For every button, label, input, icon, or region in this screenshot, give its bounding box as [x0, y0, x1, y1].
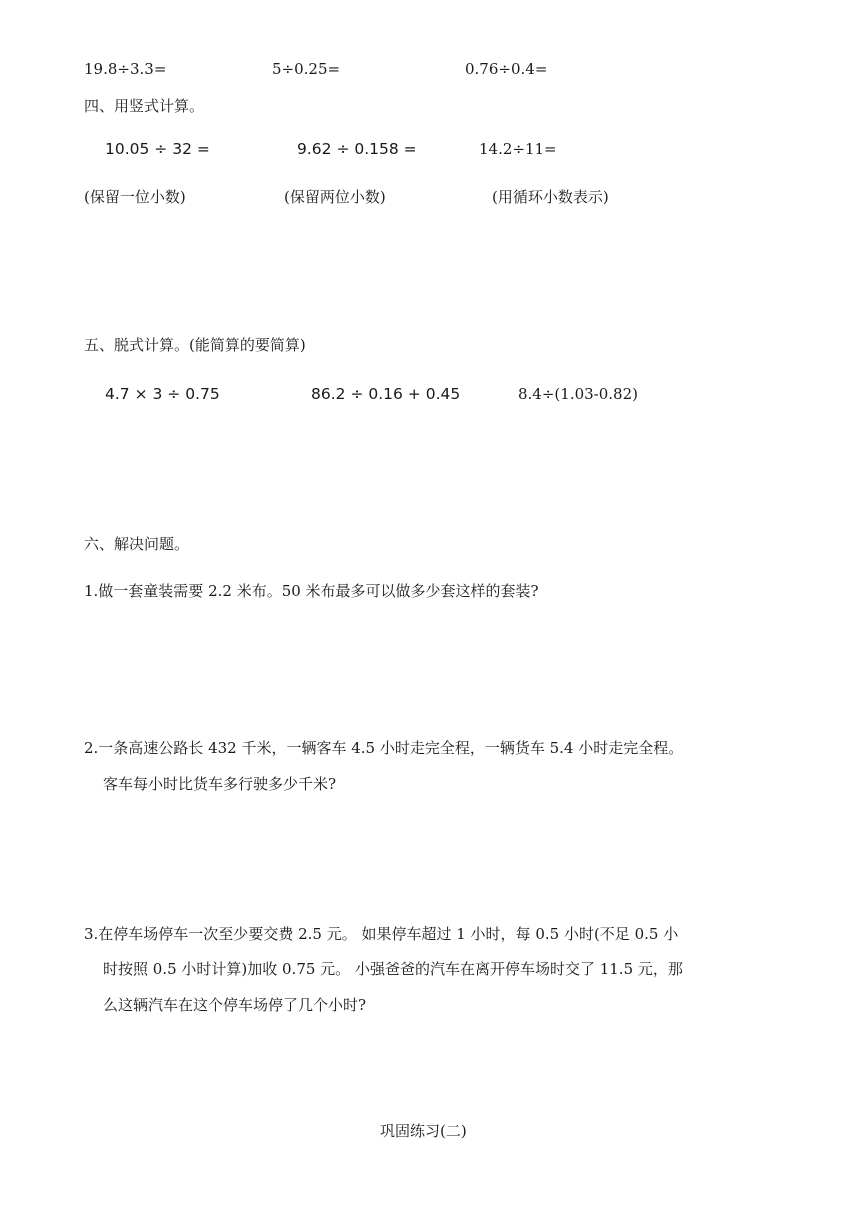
note-one-decimal: (保留一位小数) [84, 188, 186, 206]
section-4-heading: 四、用竖式计算。 [84, 97, 205, 115]
word-problem-1: 1.做一套童装需要 2.2 米布。50 米布最多可以做多少套这样的套装? [84, 582, 539, 600]
problem-0-76-div-0-4: 0.76÷0.4= [465, 60, 548, 78]
vertical-problem-1: 10.05 ÷ 32 = [105, 140, 210, 158]
word-problem-3-line-2: 时按照 0.5 小时计算)加收 0.75 元。 小强爸爸的汽车在离开停车场时交了 11.5 元，那 [103, 960, 683, 978]
footer-title: 巩固练习(二) [380, 1122, 467, 1140]
section-5-heading: 五、脱式计算。(能简算的要简算) [84, 336, 306, 354]
problem-19-8-div-3-3: 19.8÷3.3= [84, 60, 167, 78]
word-problem-2-line-2: 客车每小时比货车多行驶多少千米? [103, 775, 337, 793]
vertical-problem-2: 9.62 ÷ 0.158 = [297, 140, 417, 158]
word-problem-2-line-1: 2.一条高速公路长 432 千米，一辆客车 4.5 小时走完全程，一辆货车 5.4 小时走完全程。 [84, 739, 684, 757]
vertical-problem-3: 14.2÷11= [479, 140, 557, 158]
note-repeating-decimal: (用循环小数表示) [492, 188, 609, 206]
step-problem-2: 86.2 ÷ 0.16 + 0.45 [311, 385, 461, 403]
step-problem-3: 8.4÷(1.03-0.82) [518, 385, 638, 403]
word-problem-3-line-3: 么这辆汽车在这个停车场停了几个小时? [103, 996, 367, 1014]
step-problem-1: 4.7 × 3 ÷ 0.75 [105, 385, 220, 403]
note-two-decimals: (保留两位小数) [284, 188, 386, 206]
section-6-heading: 六、解决问题。 [84, 535, 190, 553]
word-problem-3-line-1: 3.在停车场停车一次至少要交费 2.5 元。 如果停车超过 1 小时，每 0.5 小时(不足 0.5 小 [84, 925, 679, 943]
problem-5-div-0-25: 5÷0.25= [272, 60, 341, 78]
